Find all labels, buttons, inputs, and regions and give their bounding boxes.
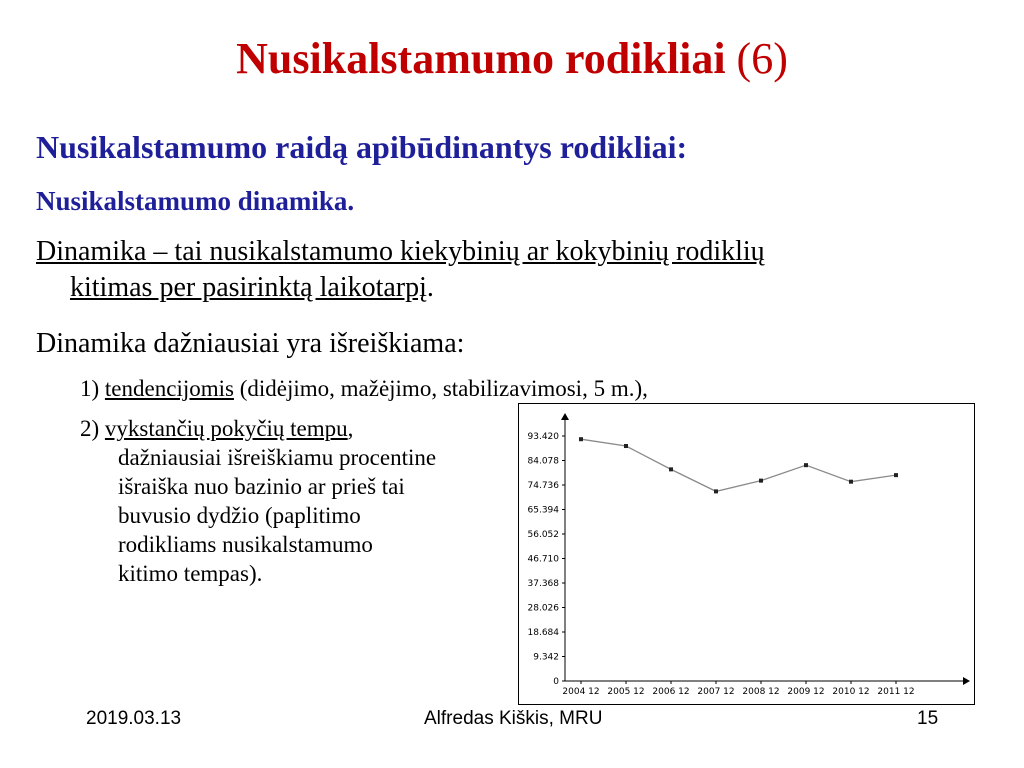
slide-title	[0, 34, 1024, 85]
list-item-2-line-5: rodikliams nusikalstamumo	[118, 532, 373, 557]
series-line	[581, 439, 896, 491]
footer-date: 2019.03.13	[86, 708, 182, 729]
y-tick-label: 56.052	[527, 530, 559, 540]
x-tick-label: 2007 12	[697, 687, 735, 697]
definition-line-2	[36, 270, 966, 306]
definition-line-2-tail: .	[426, 272, 434, 303]
list-item-1-number: 1)	[80, 376, 105, 401]
x-axis-arrow	[963, 677, 970, 685]
x-tick-label: 2006 12	[652, 687, 690, 697]
data-point	[624, 444, 628, 448]
definition-paragraph	[36, 234, 966, 306]
definition-line-1: Dinamika – tai nusikalstamumo kiekybinių ar kokybinių rodiklių	[36, 236, 765, 267]
y-tick-label: 18.684	[527, 628, 559, 638]
subheading-dynamics: Nusikalstamumo dinamika.	[36, 186, 355, 216]
x-tick-label: 2008 12	[742, 687, 780, 697]
expression-paragraph: Dinamika dažniausiai yra išreiškiama:	[36, 328, 465, 359]
y-tick-label: 9.342	[533, 652, 559, 663]
data-point	[759, 479, 763, 483]
y-tick-label: 28.026	[527, 603, 559, 614]
x-tick-label: 2005 12	[607, 687, 645, 697]
y-tick-label: 84.078	[527, 456, 559, 467]
footer-page-number: 15	[917, 708, 939, 729]
y-axis-arrow	[561, 413, 569, 420]
list-item-1	[80, 374, 648, 403]
y-tick-label: 0	[553, 677, 559, 687]
title-main: Nusikalstamumo rodikliai	[236, 34, 726, 83]
y-tick-label: 74.736	[527, 481, 559, 491]
data-point	[579, 437, 583, 441]
x-tick-label: 2011 12	[877, 687, 915, 697]
list-item-2-line-4: buvusio dydžio (paplitimo	[118, 503, 361, 528]
y-tick-label: 37.368	[527, 579, 559, 589]
data-point	[669, 467, 673, 471]
y-tick-label: 93.420	[527, 432, 559, 442]
chart-svg	[519, 404, 974, 704]
footer-author: Alfredas Kiškis, MRU	[424, 708, 603, 729]
x-tick-label: 2004 12	[562, 687, 600, 697]
y-tick-label: 46.710	[527, 554, 559, 565]
list-item-1-tail: (didėjimo, mažėjimo, stabilizavimosi, 5 m.),	[233, 376, 648, 401]
list-item-2-term: vykstančių pokyčių tempu	[104, 416, 348, 441]
list-item-2	[80, 414, 520, 588]
x-tick-label: 2010 12	[832, 687, 870, 697]
list-item-2-line-3: išraiška nuo bazinio ar prieš tai	[118, 474, 405, 499]
data-point	[714, 489, 718, 493]
list-item-2-tail: ,	[347, 416, 354, 441]
x-tick-label: 2009 12	[787, 687, 825, 697]
title-number: (6)	[736, 34, 788, 83]
data-point	[894, 473, 898, 477]
data-point	[849, 480, 853, 484]
subheading: Nusikalstamumo raidą apibūdinantys rodikliai:	[36, 129, 688, 165]
list-item-2-line-6: kitimo tempas).	[118, 561, 263, 586]
list-item-2-line-2: dažniausiai išreiškiamu procentine	[118, 445, 437, 470]
data-point	[804, 463, 808, 467]
list-item-2-number: 2)	[80, 416, 105, 441]
list-item-1-term: tendencijomis	[104, 376, 234, 401]
y-tick-label: 65.394	[527, 505, 559, 516]
crime-dynamics-chart	[518, 403, 975, 705]
definition-line-2-underlined: kitimas per pasirinktą laikotarpį	[70, 272, 427, 303]
